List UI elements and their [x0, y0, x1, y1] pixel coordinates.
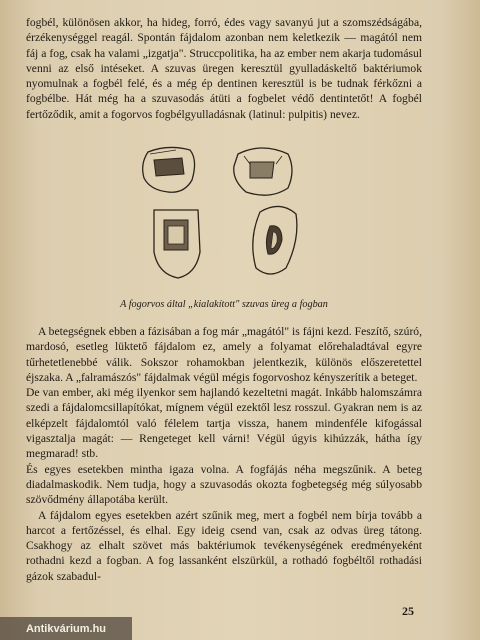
paragraph: A betegségnek ebben a fázisában a fog már „magától" is fájni kezd. Feszítő, szúró, mardosó, esetleg lüktető fájdalom ez, amely a folyamat előrehaladtával egyre tűrhetetlenebbé válik. Sokszor rohamokban jelentkezik, különös előszeretettel éjszaka. A „falramászós" fájdalmak végül mégis fogorvoshoz kényszerítik a beteget.: [26, 325, 422, 384]
watermark: Antikvárium.hu: [0, 617, 132, 640]
paragraph: És egyes esetekben mintha igaza volna. A fogfájás néha megszűnik. A beteg diadalmaskodik. Nem tudja, hogy a szuvasodás okozta fogbetegség még súlyosabb szövődmény állapotába került.: [26, 462, 422, 507]
text-block-bottom: [26, 324, 422, 584]
paragraph: fogbél, különösen akkor, ha hideg, forró, édes vagy savanyú jut a szomszédságába, érzékenységgel reagál. Spontán fájdalom azonban nem keletkezik — magától nem fáj a fog, csak ha valami „izgatja". Struccpolitika, ha az ember nem akarja tudomásul venni az első intéseket. A szuvas üregen keresztül gyulladáskeltő baktériumok nyomulnak a fogbél felé, és a még ép dentinen keresztül is be tudnak férkőzni a fogbélbe. Hát még ha a szuvasodás átüti a fogbelet védő dentintetőt! A fogbél fertőződik, amit a fogorvos fogbélgyulladásnak (latinul: pulpitis) nevez.: [26, 16, 422, 121]
tooth-cavity-illustration: [120, 140, 370, 290]
figure-caption: A fogorvos által „kialakított" szuvas üreg a fogban: [120, 299, 328, 310]
paragraph: De van ember, aki még ilyenkor sem hajlandó kezeltetni magát. Inkább halomszámra szedi a fájdalomcsillapítókat, mígnem végül ezektől lesz rosszul. Gyakran nem is az elképzelt fájdalomtól való félelem tartja vissza, hanem mindenféle kifogással vigasztalja magát: — Rengeteget kell várni! Végül úgyis kihúzzák, hátha így megmarad! stb.: [26, 386, 422, 461]
paragraph: A fájdalom egyes esetekben azért szűnik meg, mert a fogbél nem bírja tovább a harcot a fertőzéssel, és elhal. Egy ideig csend van, csak az odvas üreg tátong. Csakhogy az elhalt szövet más baktériumok tevékenységének eredményeként rothadni kezd a fogban. A fog lassanként elszürkül, a rothadó fogbéltől rothadási gázok szabadul-: [26, 508, 422, 583]
text-block-top: [26, 15, 422, 122]
page-number: 25: [402, 604, 414, 618]
